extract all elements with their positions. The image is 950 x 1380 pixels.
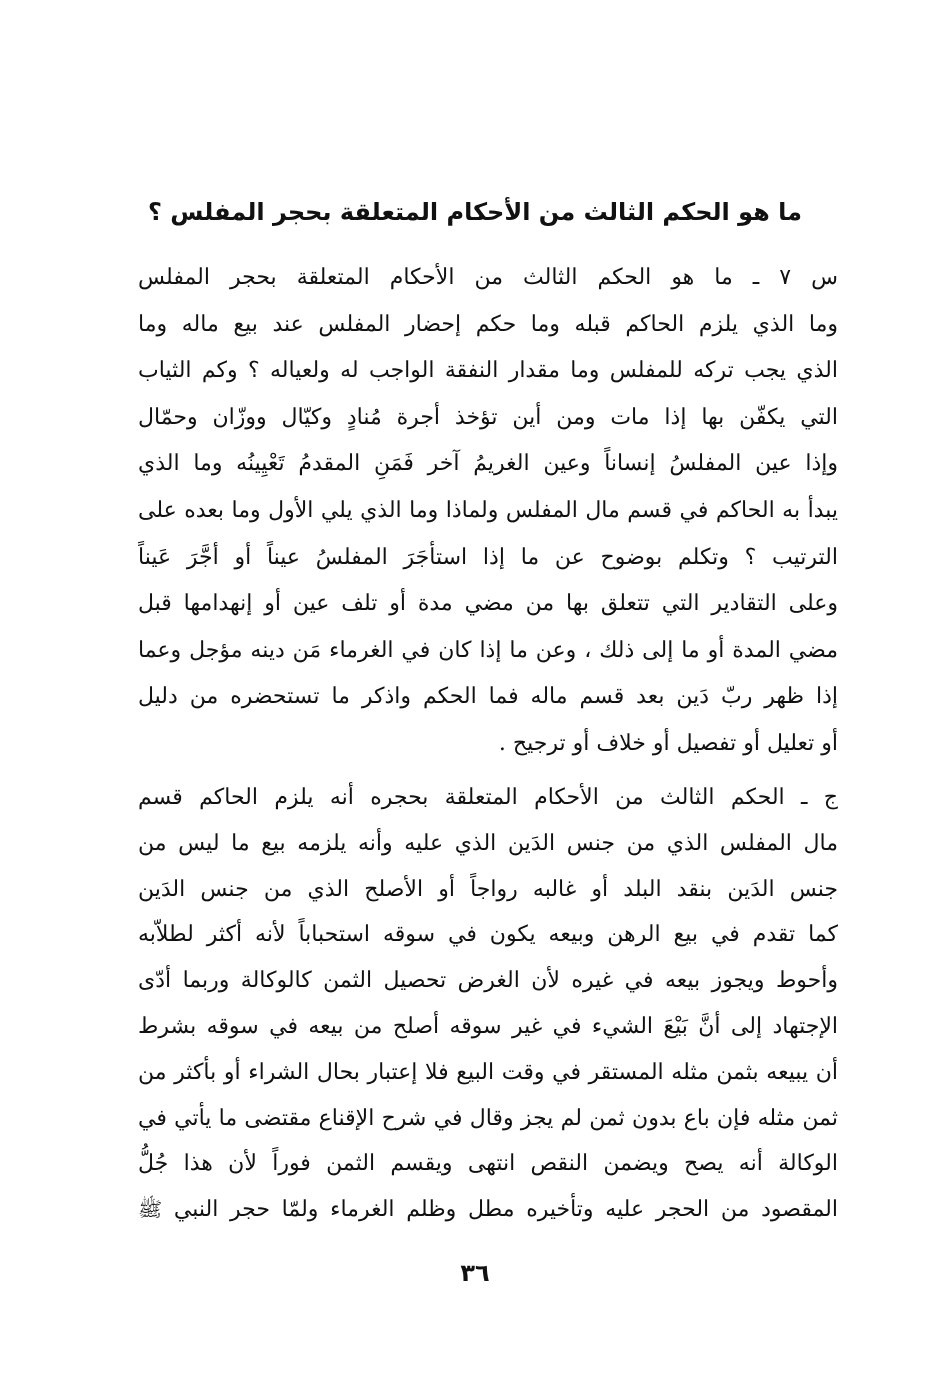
answer-line: ثمن مثله فإن باع بدون ثمن لم يجز وقال في شرح الإقناع مقتضى ما يأتي في <box>138 1105 838 1131</box>
answer-line: أن يبيعه بثمن مثله المستقر في وقت البيع فلا إعتبار بحال الشراء أو بأكثر من <box>138 1059 838 1085</box>
question-line: أو تعليل أو تفصيل أو خلاف أو ترجيح . <box>498 730 838 756</box>
question-line: يبدأ به الحاكم في قسم مال المفلس ولماذا وما الذي يلي الأول وما بعده على <box>138 497 838 523</box>
answer-paragraph <box>138 775 838 1233</box>
answer-line: كما تقدم في بيع الرهن وبيعه يكون في سوقه استحباباً لأنه أكثر لطلاّبه <box>138 922 838 948</box>
salawat-seal: ﷺ <box>138 1197 163 1222</box>
answer-line-text: المقصود من الحجر عليه وتأخيره مطل وظلم الغرماء ولمّا حجر النبي <box>173 1197 838 1223</box>
answer-line: وأحوط ويجوز بيعه في غيره لأن الغرض تحصيل الثمن كالوكالة وربما أدّى <box>138 968 838 994</box>
answer-line: جنس الدَين بنقد البلد أو غالبه رواجاً أو الأصلح الذي من جنس الدَين <box>138 876 838 902</box>
answer-line: ج ـ الحكم الثالث من الأحكام المتعلقة بحجره أنه يلزم الحاكم قسم <box>138 785 838 810</box>
question-line: وما الذي يلزم الحاكم قبله وما حكم إحضار المفلس عند بيع ماله وما <box>138 311 838 337</box>
section-title: ما هو الحكم الثالث من الأحكام المتعلقة بحجر المفلس ؟ <box>147 198 803 226</box>
page-number: ٣٦ <box>460 1259 490 1287</box>
question-line: التي يكفّن بها إذا مات ومن أين تؤخذ أجرة مُنادٍ وكيّال ووزّان وحمّال <box>138 404 838 430</box>
answer-line: الوكالة أنه يصح ويضمن النقص انتهى ويقسم الثمن فوراً لأن هذا جُلُّ <box>138 1151 838 1177</box>
question-line: مضي المدة أو ما إلى ذلك ، وعن ما إذا كان في الغرماء مَن دينه مؤجل وعما <box>138 637 838 663</box>
question-line: وإذا عين المفلسُ إنساناً وعين الغريمُ آخر فَمَنِ المقدمُ تَعْيِينُه وما الذي <box>138 451 838 477</box>
question-line: الذي يجب تركه للمفلس وما مقدار النفقة الواجب له ولعياله ؟ وكم الثياب <box>138 358 838 384</box>
question-line: س ٧ ـ ما هو الحكم الثالث من الأحكام المتعلقة بحجر المفلس <box>138 265 838 290</box>
answer-line: الإجتهاد إلى أنَّ بَيْعَ الشيء في غير سوقه أصلح من بيعه في سوقه بشرط <box>138 1013 838 1039</box>
question-line: إذا ظهر ربّ دَين بعد قسم ماله فما الحكم واذكر ما تستحضره من دليل <box>138 684 838 710</box>
answer-line: مال المفلس الذي من جنس الدَين الذي عليه وأنه يلزمه بيع ما ليس من <box>138 830 838 856</box>
question-line: الترتيب ؟ وتكلم بوضوح عن ما إذا استأجَرَ المفلسُ عيناً أو أجَّرَ عَيناً <box>138 544 838 570</box>
answer-last-line <box>138 1187 838 1233</box>
question-paragraph <box>138 255 838 768</box>
question-line: وعلى التقادير التي تتعلق بها من مضي مدة أو تلف عين أو إنهدامها قبل <box>138 591 838 617</box>
